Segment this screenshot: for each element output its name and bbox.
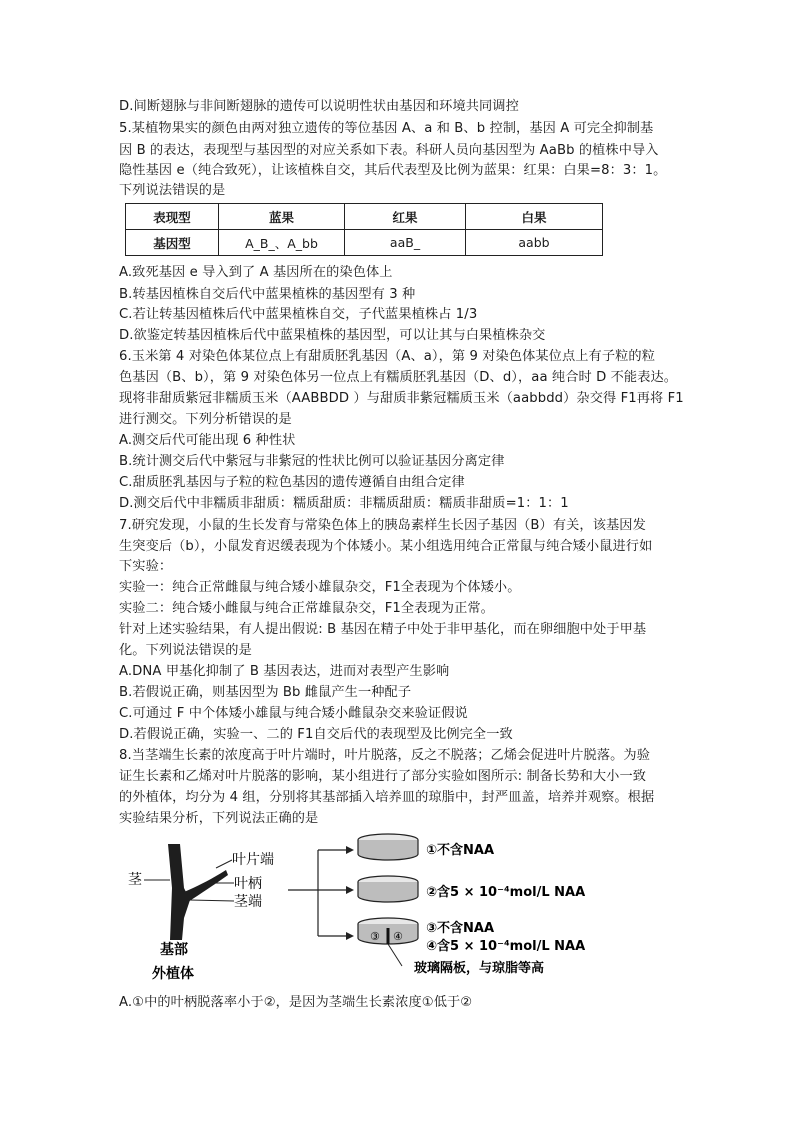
- question-7-line: 下实验：: [119, 559, 173, 574]
- partition-pointer: [388, 944, 402, 966]
- dish-4-label: ④含5 × 10⁻⁴mol/L NAA: [426, 939, 586, 954]
- question-5-line: 5.某植物果实的颜色由两对独立遗传的等位基因 A、a 和 B、b 控制，基因 A 可完全抑制基: [119, 121, 654, 136]
- petri-dish-2: [358, 876, 418, 902]
- partition-label: 玻璃隔板，与琼脂等高: [414, 961, 545, 976]
- arrow-head: [346, 846, 354, 854]
- explant-label: 外植体: [152, 966, 194, 982]
- table-row: [126, 204, 603, 230]
- base-label: 基部: [160, 942, 188, 958]
- option-line: D.欲鉴定转基因植株后代中蓝果植株的基因型，可以让其与白果植株杂交: [119, 328, 546, 343]
- stem-label: 茎: [128, 872, 142, 888]
- question-6-line: 现将非甜质紫冠非糯质玉米（AABBDD ）与甜质非紫冠糯质玉米（aabbdd）杂交得 F1再将 F1: [119, 391, 684, 406]
- question-6-line: 色基因（B、b），第 9 对染色体另一位点上有糯质胚乳基因（D、d），aa 纯合时 D 不能表达。: [119, 370, 678, 385]
- option-line: C.可通过 F 中个体矮小雄鼠与纯合矮小雌鼠杂交来验证假说: [119, 706, 468, 721]
- dish-1-label: ①不含NAA: [426, 843, 495, 858]
- dish-4-marker: ④: [393, 930, 403, 943]
- table-cell: 红果: [345, 204, 466, 230]
- question-7-line: 实验一：纯合正常雌鼠与纯合矮小雄鼠杂交，F1全表现为个体矮小。: [119, 580, 521, 595]
- table-cell: aabb: [466, 230, 603, 256]
- question-8-line: 实验结果分析，下列说法正确的是: [119, 811, 319, 826]
- option-line: B.统计测交后代中紫冠与非紫冠的性状比例可以验证基因分离定律: [119, 454, 505, 469]
- phenotype-genotype-table: [125, 203, 603, 256]
- arrow-head: [346, 932, 354, 940]
- dish-3-marker: ③: [370, 930, 380, 943]
- table-cell: A_B_、A_bb: [219, 230, 345, 256]
- option-line: C.若让转基因植株后代中蓝果植株自交，子代蓝果植株占 1/3: [119, 307, 478, 322]
- petri-dish-3-4: [358, 918, 418, 944]
- petri-dish-1: [358, 834, 418, 860]
- option-line: A.DNA 甲基化抑制了 B 基因表达，进而对表型产生影响: [119, 664, 450, 679]
- dish-2-label: ②含5 × 10⁻⁴mol/L NAA: [426, 885, 586, 900]
- option-line: D.若假说正确，实验一、二的 F1自交后代的表现型及比例完全一致: [119, 727, 513, 742]
- table-cell: aaB_: [345, 230, 466, 256]
- question-6-line: 6.玉米第 4 对染色体某位点上有甜质胚乳基因（A、a），第 9 对染色体某位点上有子粒的粒: [119, 349, 655, 364]
- option-8a: A.①中的叶柄脱落率小于②，是因为茎端生长素浓度①低于②: [119, 995, 473, 1010]
- question-7-line: 生突变后（b），小鼠发育迟缓表现为个体矮小。某小组选用纯合正常鼠与纯合矮小鼠进行如: [119, 539, 653, 554]
- stem-end-label: 茎端: [234, 894, 262, 910]
- question-8-line: 8.当茎端生长素的浓度高于叶片端时，叶片脱落，反之不脱落；乙烯会促进叶片脱落。为验: [119, 748, 650, 763]
- question-5-line: 隐性基因 e（纯合致死），让该植株自交，其后代表型及比例为蓝果：红果：白果=8：3：1。: [119, 163, 667, 178]
- petiole-label: 叶柄: [234, 876, 262, 892]
- question-7-line: 化。下列说法错误的是: [119, 643, 252, 658]
- option-line: D.测交后代中非糯质非甜质：糯质甜质：非糯质甜质：糯质非甜质=1：1：1: [119, 496, 569, 511]
- table-cell: 表现型: [126, 204, 219, 230]
- option-line: C.甜质胚乳基因与子粒的粒色基因的遗传遵循自由组合定律: [119, 475, 465, 490]
- option-line: A.致死基因 e 导入到了 A 基因所在的染色体上: [119, 265, 393, 280]
- option-line: B.转基因植株自交后代中蓝果植株的基因型有 3 种: [119, 287, 416, 302]
- question-7-line: 7.研究发现，小鼠的生长发育与常染色体上的胰岛素样生长因子基因（B）有关，该基因发: [119, 518, 646, 533]
- option-line: A.测交后代可能出现 6 种性状: [119, 433, 296, 448]
- arrow-head: [346, 886, 354, 894]
- question-5-line: 下列说法错误的是: [119, 183, 226, 198]
- table-row: [126, 230, 603, 256]
- question-8-line: 证生长素和乙烯对叶片脱落的影响，某小组进行了部分实验如图所示: 制备长势和大小一致: [119, 769, 647, 784]
- option-line: B.若假说正确，则基因型为 Bb 雌鼠产生一种配子: [119, 685, 412, 700]
- question-7-line: 实验二：纯合矮小雌鼠与纯合正常雄鼠杂交，F1全表现为正常。: [119, 601, 494, 616]
- table-cell: 白果: [466, 204, 603, 230]
- question-7-line: 针对上述实验结果，有人提出假说: B 基因在精子中处于非甲基化，而在卵细胞中处于甲基: [119, 622, 647, 637]
- option-4d: D.间断翅脉与非间断翅脉的遗传可以说明性状由基因和环境共同调控: [119, 99, 519, 114]
- table-cell: 基因型: [126, 230, 219, 256]
- leaf-end-label: 叶片端: [232, 852, 274, 868]
- experiment-figure: [118, 828, 588, 984]
- stem-end-pointer: [190, 900, 234, 901]
- petiole-shape: [184, 870, 228, 902]
- table-cell: 蓝果: [219, 204, 345, 230]
- question-8-line: 的外植体，均分为 4 组，分别将其基部插入培养皿的琼脂中，封严皿盖，培养并观察。根据: [119, 790, 655, 805]
- question-5-line: 因 B 的表达，表现型与基因型的对应关系如下表。科研人员向基因型为 AaBb 的植株中导入: [119, 143, 659, 158]
- question-6-line: 进行测交。下列分析错误的是: [119, 412, 292, 427]
- dish-3-label: ③不含NAA: [426, 921, 495, 936]
- leaf-end-pointer: [216, 860, 232, 868]
